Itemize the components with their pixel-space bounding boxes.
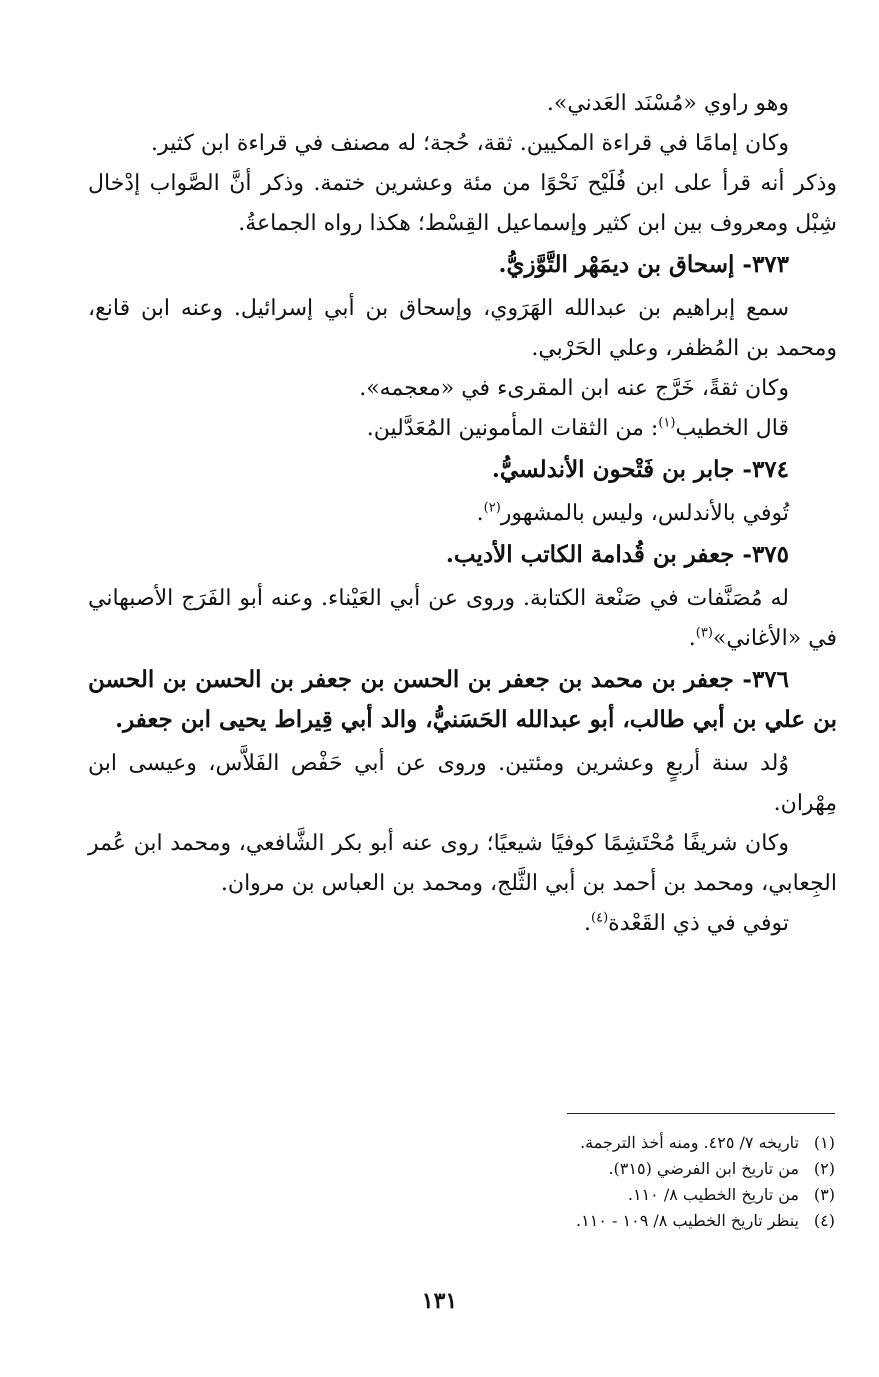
footnote-ref-3[interactable]: (٣) (695, 625, 713, 641)
text-segment: تُوفي بالأندلس، وليس بالمشهور (500, 501, 789, 526)
footnote-number: (٣) (813, 1185, 835, 1204)
footnote-ref-4[interactable]: (٤) (591, 910, 609, 926)
paragraph-373-sama: سمع إبراهيم بن عبدالله الهَرَوي، وإسحاق بن أبي إسرائيل. وعنه ابن قانع، ومحمد بن المُظفر، وعلي الحَرْبي. (88, 296, 837, 361)
entry-heading-376: ٣٧٦- جعفر بن محمد بن جعفر بن الحسن بن جعفر بن الحسن بن الحسن بن علي بن أبي طالب، أبو عبدالله الحَسَنيُّ، والد أبي قِيراط يحيى ابن جعفر. (88, 666, 837, 733)
footnote-text: من تاريخ ابن الفرضي (٣١٥). (608, 1159, 799, 1178)
page-number: ١٣١ (421, 1288, 458, 1314)
paragraph-khatma: وذكر أنه قرأ على ابن فُلَيْح نَحْوًا من مئة وعشرين ختمة. وذكر أنَّ الصَّواب إدْخال شِبْل ومعروف بين ابن كثير وإسماعيل القِسْط؛ هكذا رواه الجماعةُ. (88, 171, 837, 236)
footnote-4 (300, 1208, 835, 1234)
text-segment: له مُصَنَّفات في صَنْعة الكتابة. وروى عن أبي العَيْناء. وعنه أبو الفَرَج الأصبهاني في «الأغاني» (88, 586, 837, 651)
paragraph-374 (88, 494, 837, 534)
footnote-ref-1[interactable]: (١) (658, 415, 676, 431)
footnote-3 (300, 1182, 835, 1208)
paragraph-376-sharif: وكان شريفًا مُحْتَشِمًا كوفيًا شيعيًا؛ روى عنه أبو بكر الشَّافعي، ومحمد ابن عُمر الجِعابي، ومحمد بن أحمد بن أبي الثَّلج، ومحمد بن العباس بن مروان. (88, 831, 837, 896)
text-segment: قال الخطيب (675, 416, 789, 441)
entry-heading-374: ٣٧٤- جابر بن فَتْحون الأندلسيُّ. (491, 456, 789, 483)
footnote-number: (٤) (813, 1211, 835, 1230)
paragraph-373-khatib (88, 409, 837, 449)
footnote-2 (300, 1156, 835, 1182)
footnote-text: تاريخه ٧/ ٤٢٥. ومنه أخذ الترجمة. (580, 1133, 799, 1152)
footnote-text: ينظر تاريخ الخطيب ٨/ ١٠٩ - ١١٠. (576, 1211, 799, 1230)
paragraph-376-death (88, 904, 837, 944)
text-segment: : من الثقات المأمونين المُعَدَّلين. (366, 416, 659, 441)
text-segment: . (584, 911, 592, 936)
entry-heading-375: ٣٧٥- جعفر بن قُدامة الكاتب الأديب. (445, 541, 789, 568)
paragraph-musnad: وهو راوي «مُسْنَد العَدني». (546, 91, 789, 116)
paragraph-376-birth: وُلد سنة أربعٍ وعشرين ومئتين. وروى عن أبي حَفْص الفَلاَّس، وعيسى ابن مِهْران. (88, 751, 837, 816)
paragraph-373-thiqa: وكان ثقةً، خَرَّج عنه ابن المقرىء في «معجمه». (359, 376, 789, 401)
footnote-ref-2[interactable]: (٢) (483, 500, 501, 516)
paragraph-imam: وكان إمامًا في قراءة المكيين. ثقة، حُجة؛ له مصنف في قراءة ابن كثير. (150, 131, 789, 156)
footnote-number: (٢) (813, 1159, 835, 1178)
paragraph-375 (88, 579, 837, 659)
page-body (88, 84, 837, 944)
text-segment: توفي في ذي القَعْدة (608, 911, 789, 936)
entry-heading-373: ٣٧٣- إسحاق بن ديمَهْر التَّوَّزيُّ. (498, 251, 789, 278)
footnote-divider (567, 1113, 835, 1114)
footnote-text: من تاريخ الخطيب ٨/ ١١٠. (627, 1185, 799, 1204)
text-segment: . (476, 501, 484, 526)
footnotes (300, 1130, 835, 1234)
text-segment: . (688, 626, 696, 651)
footnote-number: (١) (813, 1133, 835, 1152)
footnote-1 (300, 1130, 835, 1156)
